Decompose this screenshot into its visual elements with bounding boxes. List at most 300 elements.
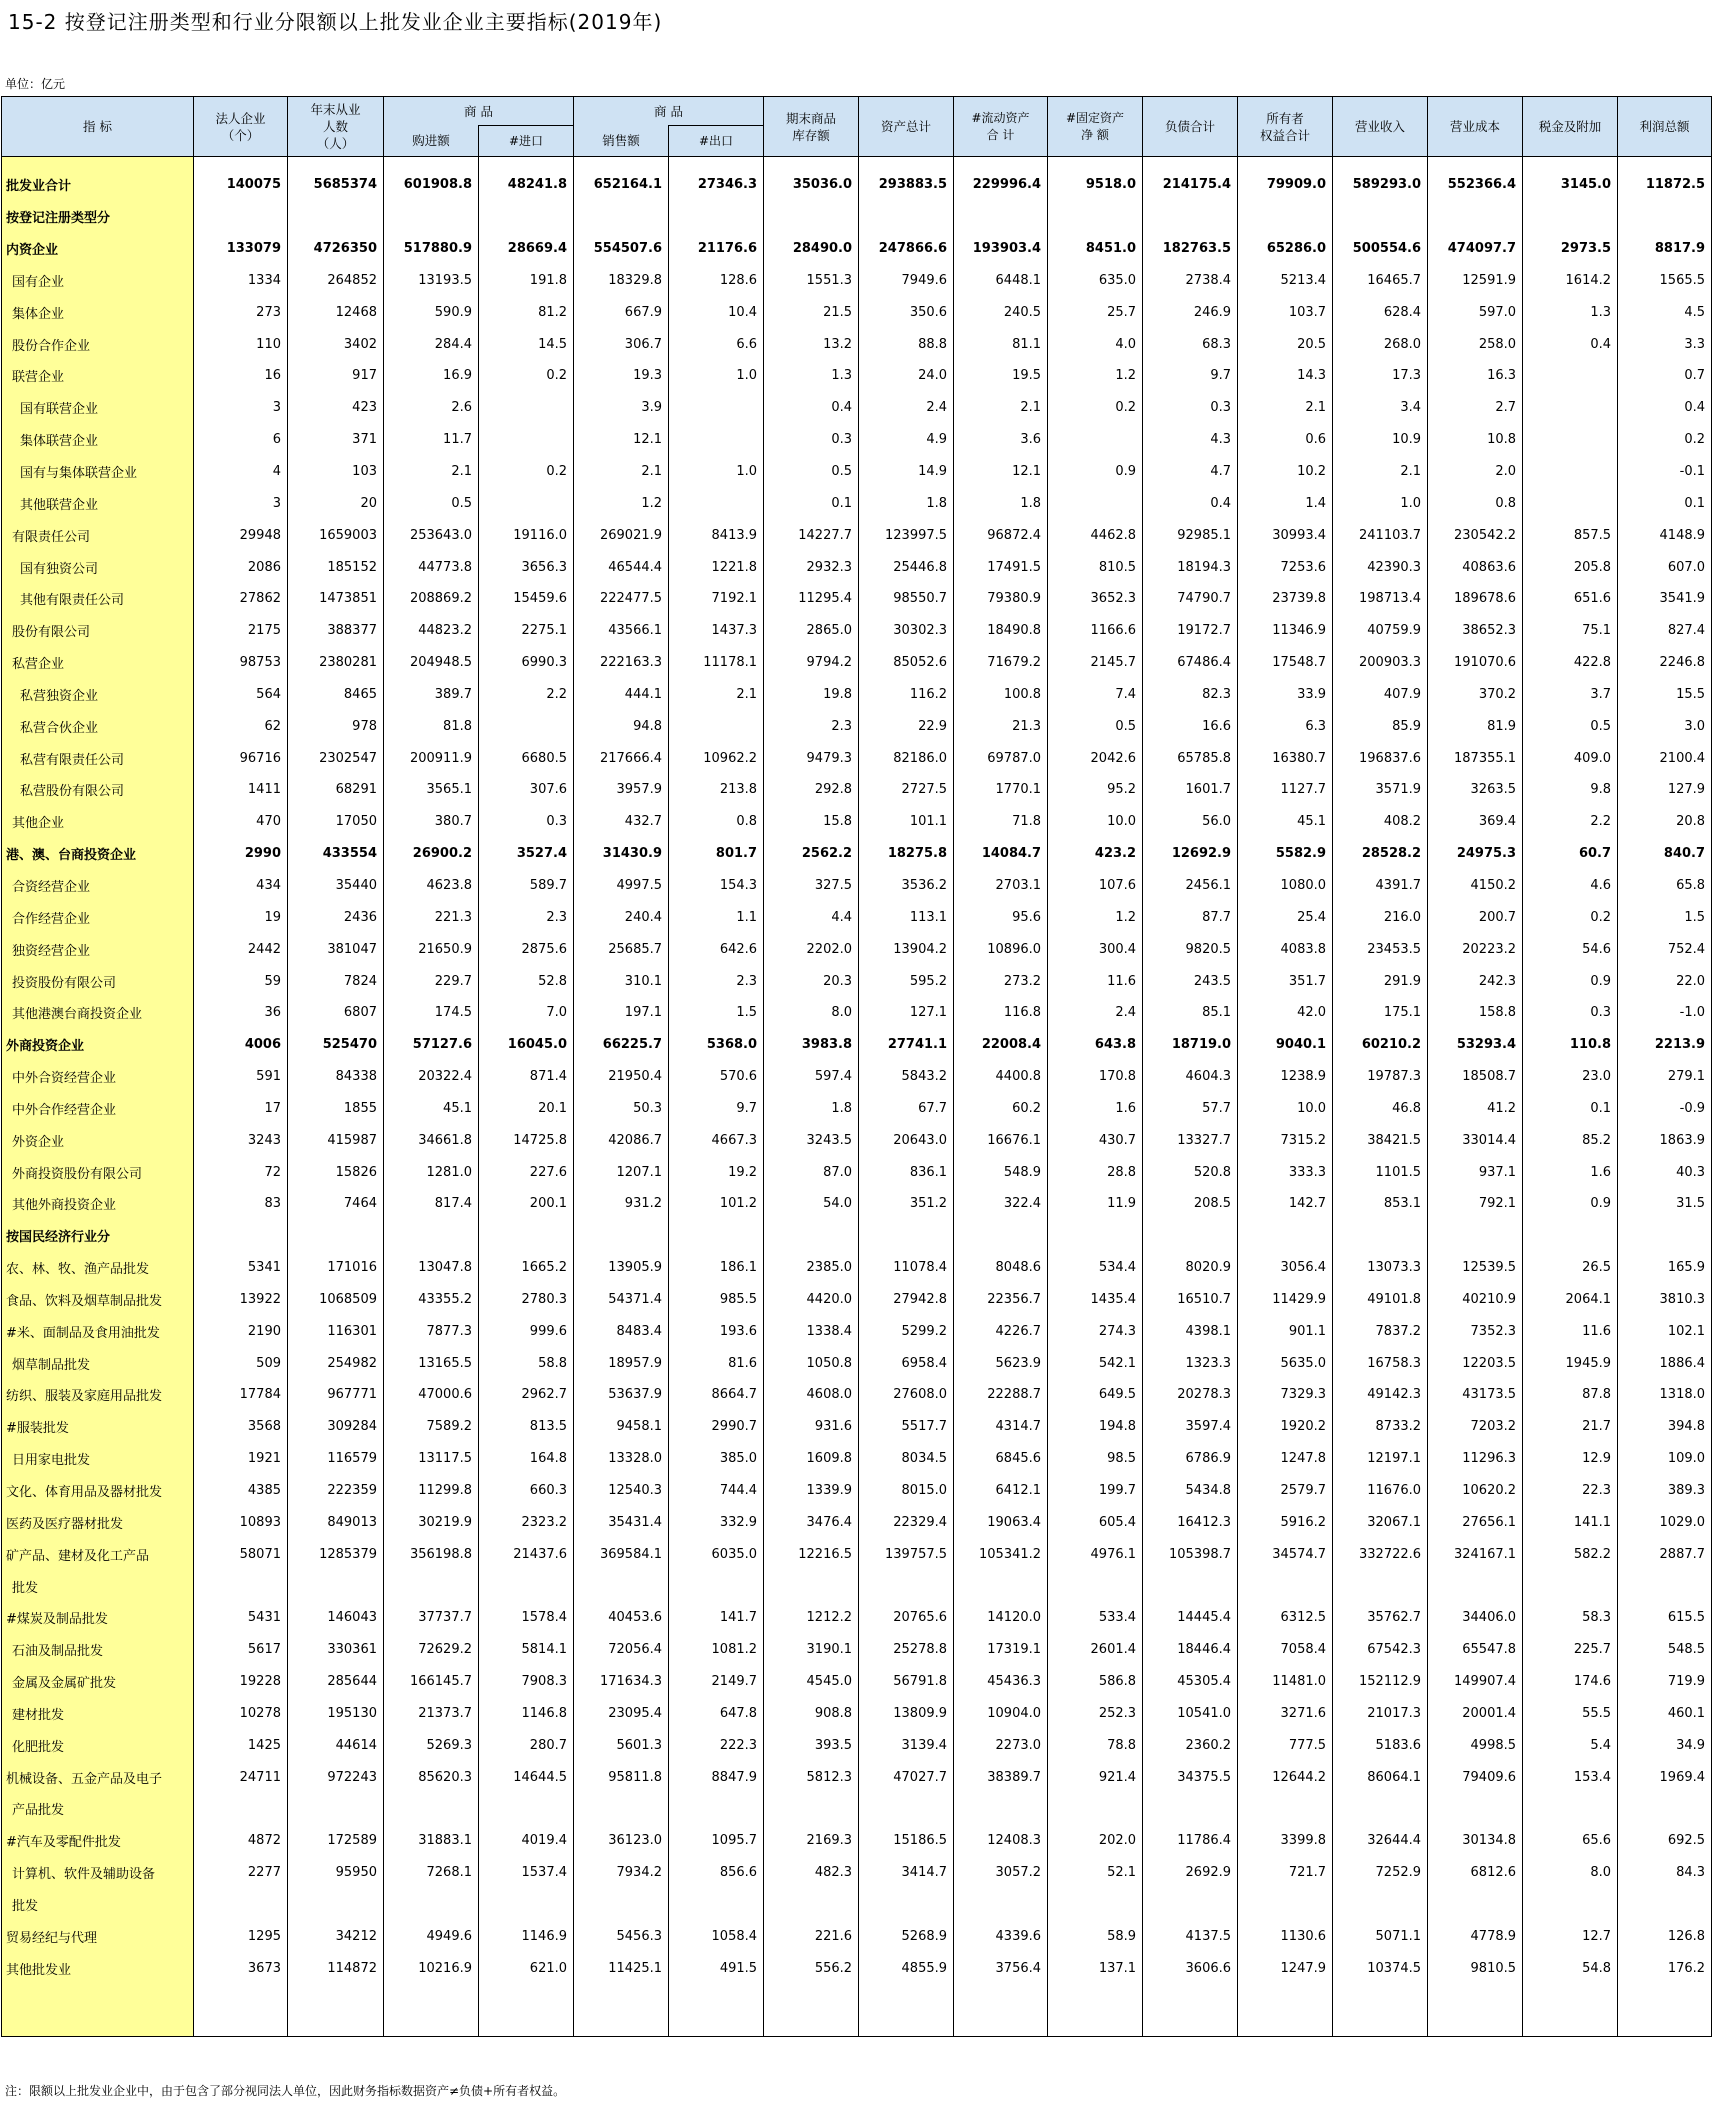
table-cell: 0.2: [1618, 424, 1712, 456]
table-cell: 21437.6: [479, 1538, 574, 1570]
table-cell: 254982: [288, 1347, 384, 1379]
table-cell: 332.9: [669, 1506, 764, 1538]
table-cell: 0.2: [1523, 901, 1618, 933]
table-cell: 2086: [194, 551, 288, 583]
table-cell: 81.8: [384, 710, 479, 742]
table-cell: [859, 1570, 954, 1602]
table-cell: 78.8: [1048, 1729, 1143, 1761]
table-cell: 20278.3: [1143, 1379, 1238, 1411]
table-cell: 139757.5: [859, 1538, 954, 1570]
table-cell: 7.0: [479, 997, 574, 1029]
table-cell: 1473851: [288, 583, 384, 615]
row-label: 计算机、软件及辅助设备: [2, 1857, 194, 1889]
table-cell: 293883.5: [859, 169, 954, 201]
table-cell: 200911.9: [384, 742, 479, 774]
table-cell: 21.5: [764, 296, 859, 328]
table-cell: 7934.2: [574, 1857, 669, 1889]
table-cell: 3399.8: [1238, 1825, 1333, 1857]
table-cell: 393.5: [764, 1729, 859, 1761]
table-cell: 110.8: [1523, 1029, 1618, 1061]
table-row: [2, 1729, 1712, 1761]
table-cell: [384, 1220, 479, 1252]
table-cell: 252.3: [1048, 1698, 1143, 1730]
table-cell: 81.9: [1428, 710, 1523, 742]
table-cell: 660.3: [479, 1475, 574, 1507]
table-cell: 4.3: [1143, 424, 1238, 456]
table-cell: 931.6: [764, 1411, 859, 1443]
unit-label: 单位：亿元: [5, 77, 66, 91]
table-row: [2, 583, 1712, 615]
table-cell: [1238, 1220, 1333, 1252]
table-cell: 721.7: [1238, 1857, 1333, 1889]
table-cell: 25.4: [1238, 901, 1333, 933]
header-text: 合 计: [986, 127, 1015, 142]
table-cell: [288, 1220, 384, 1252]
table-cell: 548.9: [954, 1156, 1048, 1188]
table-cell: 9810.5: [1428, 1952, 1523, 1984]
row-label: 外商投资企业: [2, 1029, 194, 1061]
table-cell: 47027.7: [859, 1761, 954, 1793]
table-cell: 533.4: [1048, 1602, 1143, 1634]
table-cell: 26900.2: [384, 838, 479, 870]
table-cell: 2.1: [1238, 392, 1333, 424]
row-label: 医药及医疗器材批发: [2, 1506, 194, 1538]
table-cell: 491.5: [669, 1952, 764, 1984]
table-cell: [764, 1570, 859, 1602]
table-cell: 60.2: [954, 1092, 1048, 1124]
table-cell: [1333, 1889, 1428, 1921]
table-row: [2, 1570, 1712, 1602]
row-label: 私营合伙企业: [2, 710, 194, 742]
table-cell: 87.8: [1523, 1379, 1618, 1411]
table-cell: 29948: [194, 519, 288, 551]
row-label: [2, 1984, 194, 2037]
table-cell: 140075: [194, 169, 288, 201]
table-cell: 5299.2: [859, 1315, 954, 1347]
table-cell: 2360.2: [1143, 1729, 1238, 1761]
table-cell: 127.9: [1618, 774, 1712, 806]
table-cell: 268.0: [1333, 328, 1428, 360]
table-cell: 647.8: [669, 1698, 764, 1730]
table-cell: 0.3: [764, 424, 859, 456]
row-label: #米、面制品及食用油批发: [2, 1315, 194, 1347]
table-row: [2, 1188, 1712, 1220]
table-cell: 95.2: [1048, 774, 1143, 806]
table-cell: 5213.4: [1238, 265, 1333, 297]
table-cell: 0.5: [384, 487, 479, 519]
table-cell: 45.1: [384, 1092, 479, 1124]
table-cell: 37737.7: [384, 1602, 479, 1634]
table-cell: 3983.8: [764, 1029, 859, 1061]
table-cell: 1.3: [764, 360, 859, 392]
table-cell: 849013: [288, 1506, 384, 1538]
table-row: [2, 1156, 1712, 1188]
table-row: [2, 201, 1712, 233]
table-cell: 4623.8: [384, 870, 479, 902]
table-cell: [1428, 1570, 1523, 1602]
row-label: 食品、饮料及烟草制品批发: [2, 1284, 194, 1316]
table-cell: [1428, 201, 1523, 233]
table-cell: 525470: [288, 1029, 384, 1061]
table-cell: 8020.9: [1143, 1252, 1238, 1284]
table-cell: 17784: [194, 1379, 288, 1411]
table-cell: [194, 1793, 288, 1825]
table-cell: 651.6: [1523, 583, 1618, 615]
row-label: 有限责任公司: [2, 519, 194, 551]
table-cell: 2990.7: [669, 1411, 764, 1443]
table-cell: 19.8: [764, 679, 859, 711]
table-cell: 59: [194, 965, 288, 997]
table-cell: [1048, 1889, 1143, 1921]
table-cell: 2100.4: [1618, 742, 1712, 774]
table-cell: 40453.6: [574, 1602, 669, 1634]
table-row: [2, 1475, 1712, 1507]
header-export: #出口: [669, 126, 764, 157]
table-cell: 1945.9: [1523, 1347, 1618, 1379]
table-cell: 1.0: [669, 456, 764, 488]
table-cell: 777.5: [1238, 1729, 1333, 1761]
table-cell: 10.0: [1238, 1092, 1333, 1124]
table-cell: 3597.4: [1143, 1411, 1238, 1443]
table-cell: 56791.8: [859, 1666, 954, 1698]
table-cell: [1523, 360, 1618, 392]
table-cell: 21.3: [954, 710, 1048, 742]
table-cell: 1.6: [1523, 1156, 1618, 1188]
table-cell: 0.5: [1523, 710, 1618, 742]
row-label: 合资经营企业: [2, 870, 194, 902]
table-cell: 2.4: [859, 392, 954, 424]
table-row: [2, 1793, 1712, 1825]
table-cell: 12591.9: [1428, 265, 1523, 297]
table-cell: 16758.3: [1333, 1347, 1428, 1379]
table-row: [2, 679, 1712, 711]
table-cell: 9820.5: [1143, 933, 1238, 965]
table-cell: 65.6: [1523, 1825, 1618, 1857]
table-cell: 1338.4: [764, 1315, 859, 1347]
table-cell: 985.5: [669, 1284, 764, 1316]
table-cell: 20001.4: [1428, 1698, 1523, 1730]
table-cell: 1.2: [574, 487, 669, 519]
table-cell: 482.3: [764, 1857, 859, 1889]
header-inventory: [764, 97, 859, 157]
table-cell: [1048, 1984, 1143, 2037]
row-label: [2, 157, 194, 170]
table-cell: 0.2: [479, 360, 574, 392]
table-cell: 719.9: [1618, 1666, 1712, 1698]
table-row: [2, 1761, 1712, 1793]
table-cell: 101.2: [669, 1188, 764, 1220]
table-cell: 65286.0: [1238, 233, 1333, 265]
table-cell: 19787.3: [1333, 1061, 1428, 1093]
table-cell: 3: [194, 392, 288, 424]
table-cell: 1295: [194, 1920, 288, 1952]
table-cell: 13922: [194, 1284, 288, 1316]
table-cell: 7877.3: [384, 1315, 479, 1347]
table-cell: 45436.3: [954, 1666, 1048, 1698]
table-cell: 642.6: [669, 933, 764, 965]
table-cell: 6.6: [669, 328, 764, 360]
table-cell: 871.4: [479, 1061, 574, 1093]
table-cell: 1318.0: [1618, 1379, 1712, 1411]
table-cell: 1863.9: [1618, 1124, 1712, 1156]
table-body: [2, 157, 1712, 2037]
table-cell: 2703.1: [954, 870, 1048, 902]
table-cell: 71.8: [954, 806, 1048, 838]
table-cell: 310.1: [574, 965, 669, 997]
table-cell: 12203.5: [1428, 1347, 1523, 1379]
table-cell: 50.3: [574, 1092, 669, 1124]
table-cell: [1523, 1984, 1618, 2037]
row-label: 私营独资企业: [2, 679, 194, 711]
table-cell: 96872.4: [954, 519, 1048, 551]
table-cell: 85.9: [1333, 710, 1428, 742]
table-cell: 3057.2: [954, 1857, 1048, 1889]
table-cell: 1.4: [1238, 487, 1333, 519]
table-cell: 149907.4: [1428, 1666, 1523, 1698]
table-cell: 2323.2: [479, 1506, 574, 1538]
table-row: [2, 456, 1712, 488]
table-cell: 978: [288, 710, 384, 742]
table-bottom-row: [2, 1984, 1712, 2037]
table-cell: 227.6: [479, 1156, 574, 1188]
table-cell: 222477.5: [574, 583, 669, 615]
table-cell: [954, 1889, 1048, 1921]
header-text: 法人企业: [215, 110, 266, 126]
table-cell: 191070.6: [1428, 647, 1523, 679]
table-cell: 1029.0: [1618, 1506, 1712, 1538]
table-cell: 1146.9: [479, 1920, 574, 1952]
table-cell: 174.5: [384, 997, 479, 1029]
table-cell: [1618, 1793, 1712, 1825]
table-cell: 1969.4: [1618, 1761, 1712, 1793]
table-cell: 5843.2: [859, 1061, 954, 1093]
header-enterprises: [194, 97, 288, 157]
table-cell: 2149.7: [669, 1666, 764, 1698]
table-row: [2, 710, 1712, 742]
table-cell: 208.5: [1143, 1188, 1238, 1220]
table-cell: 60210.2: [1333, 1029, 1428, 1061]
table-row: [2, 901, 1712, 933]
table-cell: 2780.3: [479, 1284, 574, 1316]
row-label: 国有独资公司: [2, 551, 194, 583]
table-cell: 3957.9: [574, 774, 669, 806]
table-cell: 7464: [288, 1188, 384, 1220]
table-cell: 856.6: [669, 1857, 764, 1889]
table-cell: 15.8: [764, 806, 859, 838]
table-cell: 1081.2: [669, 1634, 764, 1666]
table-cell: 49101.8: [1333, 1284, 1428, 1316]
table-cell: 52.8: [479, 965, 574, 997]
table-cell: 0.4: [1143, 487, 1238, 519]
table-cell: 810.5: [1048, 551, 1143, 583]
table-cell: 3571.9: [1333, 774, 1428, 806]
table-cell: 88.8: [859, 328, 954, 360]
table-cell: 1435.4: [1048, 1284, 1143, 1316]
table-cell: 744.4: [669, 1475, 764, 1507]
table-cell: 1437.3: [669, 615, 764, 647]
table-cell: [669, 1889, 764, 1921]
table-cell: 3243: [194, 1124, 288, 1156]
table-cell: 31883.1: [384, 1825, 479, 1857]
table-cell: [288, 1984, 384, 2037]
table-cell: 6807: [288, 997, 384, 1029]
table-cell: 2.1: [669, 679, 764, 711]
table-row: [2, 1347, 1712, 1379]
table-cell: 4872: [194, 1825, 288, 1857]
table-cell: 25.7: [1048, 296, 1143, 328]
table-cell: [669, 1793, 764, 1825]
table-cell: 6845.6: [954, 1443, 1048, 1475]
table-cell: 56.0: [1143, 806, 1238, 838]
table-row: [2, 265, 1712, 297]
table-cell: [669, 392, 764, 424]
table-cell: 58071: [194, 1538, 288, 1570]
table-cell: [288, 1570, 384, 1602]
table-cell: [384, 1793, 479, 1825]
table-cell: 240.5: [954, 296, 1048, 328]
table-cell: 81.1: [954, 328, 1048, 360]
table-cell: 2887.7: [1618, 1538, 1712, 1570]
table-cell: 3.7: [1523, 679, 1618, 711]
table-cell: 1146.8: [479, 1698, 574, 1730]
table-cell: 9040.1: [1238, 1029, 1333, 1061]
table-row: [2, 1092, 1712, 1124]
table-cell: 0.9: [1523, 1188, 1618, 1220]
table-cell: 369.4: [1428, 806, 1523, 838]
table-cell: 322.4: [954, 1188, 1048, 1220]
table-cell: 46.8: [1333, 1092, 1428, 1124]
row-label: 股份有限公司: [2, 615, 194, 647]
table-cell: 10.0: [1048, 806, 1143, 838]
table-cell: 202.0: [1048, 1825, 1143, 1857]
table-cell: 7315.2: [1238, 1124, 1333, 1156]
table-cell: 2.2: [479, 679, 574, 711]
table-cell: 11296.3: [1428, 1443, 1523, 1475]
table-cell: 96716: [194, 742, 288, 774]
table-cell: 7837.2: [1333, 1315, 1428, 1347]
table-cell: 170.8: [1048, 1061, 1143, 1093]
table-cell: 166145.7: [384, 1666, 479, 1698]
table-cell: 15826: [288, 1156, 384, 1188]
table-cell: 28.8: [1048, 1156, 1143, 1188]
table-cell: 11.7: [384, 424, 479, 456]
table-cell: [859, 1793, 954, 1825]
table-cell: 11.6: [1048, 965, 1143, 997]
table-cell: 44823.2: [384, 615, 479, 647]
table-cell: 333.3: [1238, 1156, 1333, 1188]
table-cell: 14.5: [479, 328, 574, 360]
table-cell: 2601.4: [1048, 1634, 1143, 1666]
table-cell: [479, 201, 574, 233]
table-cell: 5368.0: [669, 1029, 764, 1061]
table-cell: 197.1: [574, 997, 669, 1029]
table-cell: 556.2: [764, 1952, 859, 1984]
table-cell: 931.2: [574, 1188, 669, 1220]
table-cell: 10.4: [669, 296, 764, 328]
table-cell: 5341: [194, 1252, 288, 1284]
table-cell: 1050.8: [764, 1347, 859, 1379]
table-cell: 921.4: [1048, 1761, 1143, 1793]
row-label: 股份合作企业: [2, 328, 194, 360]
table-cell: 5517.7: [859, 1411, 954, 1443]
table-spacer-row: [2, 157, 1712, 170]
table-cell: 3673: [194, 1952, 288, 1984]
table-cell: 12468: [288, 296, 384, 328]
table-cell: 6680.5: [479, 742, 574, 774]
table-cell: 2380281: [288, 647, 384, 679]
table-cell: 5617: [194, 1634, 288, 1666]
table-cell: 35431.4: [574, 1506, 669, 1538]
table-cell: 38652.3: [1428, 615, 1523, 647]
table-cell: 460.1: [1618, 1698, 1712, 1730]
table-cell: [1618, 1220, 1712, 1252]
table-cell: 972243: [288, 1761, 384, 1793]
table-cell: 43173.5: [1428, 1379, 1523, 1411]
table-cell: 258.0: [1428, 328, 1523, 360]
table-cell: [1333, 1220, 1428, 1252]
table-cell: 2.6: [384, 392, 479, 424]
table-cell: [288, 201, 384, 233]
table-cell: 126.8: [1618, 1920, 1712, 1952]
table-cell: 27346.3: [669, 169, 764, 201]
table-cell: [1048, 1220, 1143, 1252]
table-cell: 58.9: [1048, 1920, 1143, 1952]
table-row: [2, 1825, 1712, 1857]
table-cell: 1.8: [954, 487, 1048, 519]
table-cell: 813.5: [479, 1411, 574, 1443]
table-cell: 42390.3: [1333, 551, 1428, 583]
table-cell: 2064.1: [1523, 1284, 1618, 1316]
table-cell: 792.1: [1428, 1188, 1523, 1220]
row-label: 文化、体育用品及器材批发: [2, 1475, 194, 1507]
row-label: 批发业合计: [2, 169, 194, 201]
table-cell: 1665.2: [479, 1252, 574, 1284]
table-cell: [1238, 201, 1333, 233]
table-cell: 53293.4: [1428, 1029, 1523, 1061]
table-cell: 18194.3: [1143, 551, 1238, 583]
table-cell: 1770.1: [954, 774, 1048, 806]
table-cell: 164.8: [479, 1443, 574, 1475]
table-cell: 22.9: [859, 710, 954, 742]
table-cell: 27942.8: [859, 1284, 954, 1316]
table-cell: 4137.5: [1143, 1920, 1238, 1952]
table-cell: 13904.2: [859, 933, 954, 965]
row-label: 农、林、牧、渔产品批发: [2, 1252, 194, 1284]
table-cell: 273: [194, 296, 288, 328]
table-cell: 1920.2: [1238, 1411, 1333, 1443]
header-text: 所有者: [1266, 110, 1304, 126]
table-row: [2, 424, 1712, 456]
table-cell: 24711: [194, 1761, 288, 1793]
table-cell: 200.1: [479, 1188, 574, 1220]
table-cell: [574, 1793, 669, 1825]
table-cell: 28490.0: [764, 233, 859, 265]
table-cell: 20643.0: [859, 1124, 954, 1156]
table-cell: 52.1: [1048, 1857, 1143, 1889]
table-cell: 4462.8: [1048, 519, 1143, 551]
table-row: [2, 1506, 1712, 1538]
table-cell: 98.5: [1048, 1443, 1143, 1475]
table-cell: 8015.0: [859, 1475, 954, 1507]
table-cell: 8847.9: [669, 1761, 764, 1793]
table-cell: 6: [194, 424, 288, 456]
table-cell: 5635.0: [1238, 1347, 1333, 1379]
table-row: [2, 1379, 1712, 1411]
row-label: 私营股份有限公司: [2, 774, 194, 806]
table-cell: 84338: [288, 1061, 384, 1093]
header-import: #进口: [479, 126, 574, 157]
table-cell: [1523, 201, 1618, 233]
